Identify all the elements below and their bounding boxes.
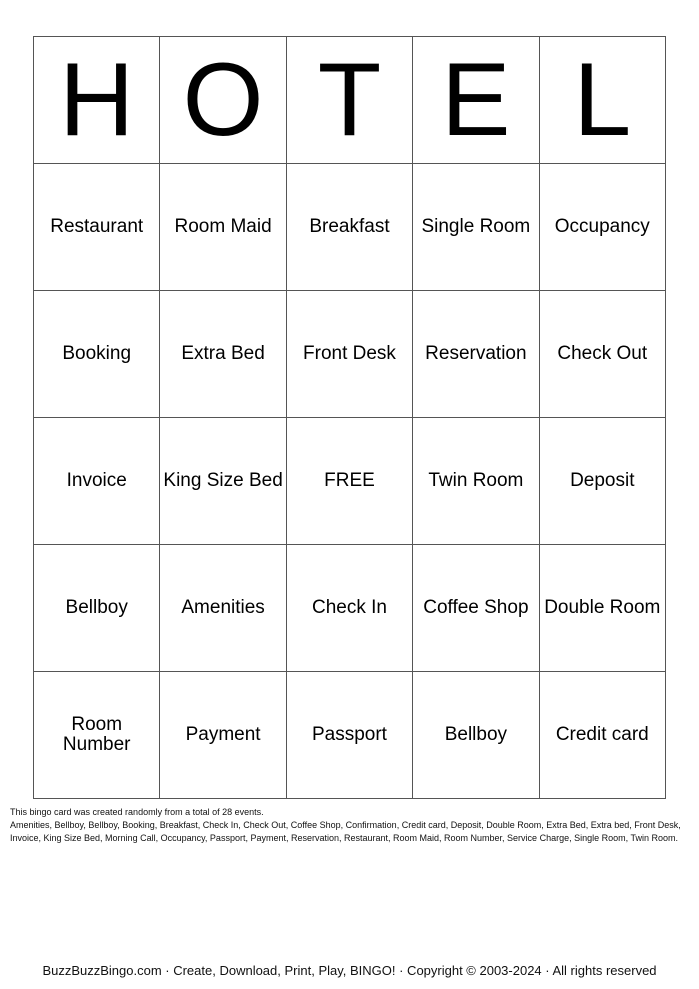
card-cell: Bellboy [413, 672, 539, 799]
card-info-events: Amenities, Bellboy, Bellboy, Booking, Breakfast, Check In, Check Out, Coffee Shop, Confirmation, Credit card, Deposit, Double Room, Extra Bed, Extra bed, Front Desk, Invoice, King Size Bed, Morning Call, Occupancy, Passport, Payment, Reservation, Restaurant, Room Maid, Room Number, Service Charge, Single Room, Twin Room. [10, 820, 681, 843]
card-row [34, 418, 666, 545]
card-cell: Bellboy [34, 545, 160, 672]
card-cell: Single Room [413, 164, 539, 291]
card-info-summary: This bingo card was created randomly from a total of 28 events. [10, 807, 264, 817]
card-cell: Occupancy [539, 164, 665, 291]
card-row [34, 545, 666, 672]
card-cell: Restaurant [34, 164, 160, 291]
header-letter: H [34, 37, 160, 164]
card-cell: Booking [34, 291, 160, 418]
header-letter: O [160, 37, 286, 164]
card-cell: Credit card [539, 672, 665, 799]
card-row [34, 164, 666, 291]
card-cell: Payment [160, 672, 286, 799]
header-letter: L [539, 37, 665, 164]
card-cell: Double Room [539, 545, 665, 672]
card-info [10, 806, 690, 845]
card-cell: Deposit [539, 418, 665, 545]
card-cell: Check In [286, 545, 412, 672]
footer-text: BuzzBuzzBingo.com · Create, Download, Print, Play, BINGO! · Copyright © 2003-2024 · All rights reserved [42, 963, 657, 978]
card-cell: Extra Bed [160, 291, 286, 418]
card-cell: King Size Bed [160, 418, 286, 545]
card-cell: Coffee Shop [413, 545, 539, 672]
card-row [34, 291, 666, 418]
card-cell: Reservation [413, 291, 539, 418]
header-letter: T [286, 37, 412, 164]
card-cell: Breakfast [286, 164, 412, 291]
card-cell: Passport [286, 672, 412, 799]
card-cell: Amenities [160, 545, 286, 672]
card-cell: Invoice [34, 418, 160, 545]
card-row [34, 672, 666, 799]
header-row [34, 37, 666, 164]
card-cell: Check Out [539, 291, 665, 418]
card-cell: Twin Room [413, 418, 539, 545]
header-letter: E [413, 37, 539, 164]
card-cell: Room Maid [160, 164, 286, 291]
free-cell: FREE [286, 418, 412, 545]
bingo-card [33, 36, 666, 799]
card-cell: Front Desk [286, 291, 412, 418]
card-cell: Room Number [34, 672, 160, 799]
